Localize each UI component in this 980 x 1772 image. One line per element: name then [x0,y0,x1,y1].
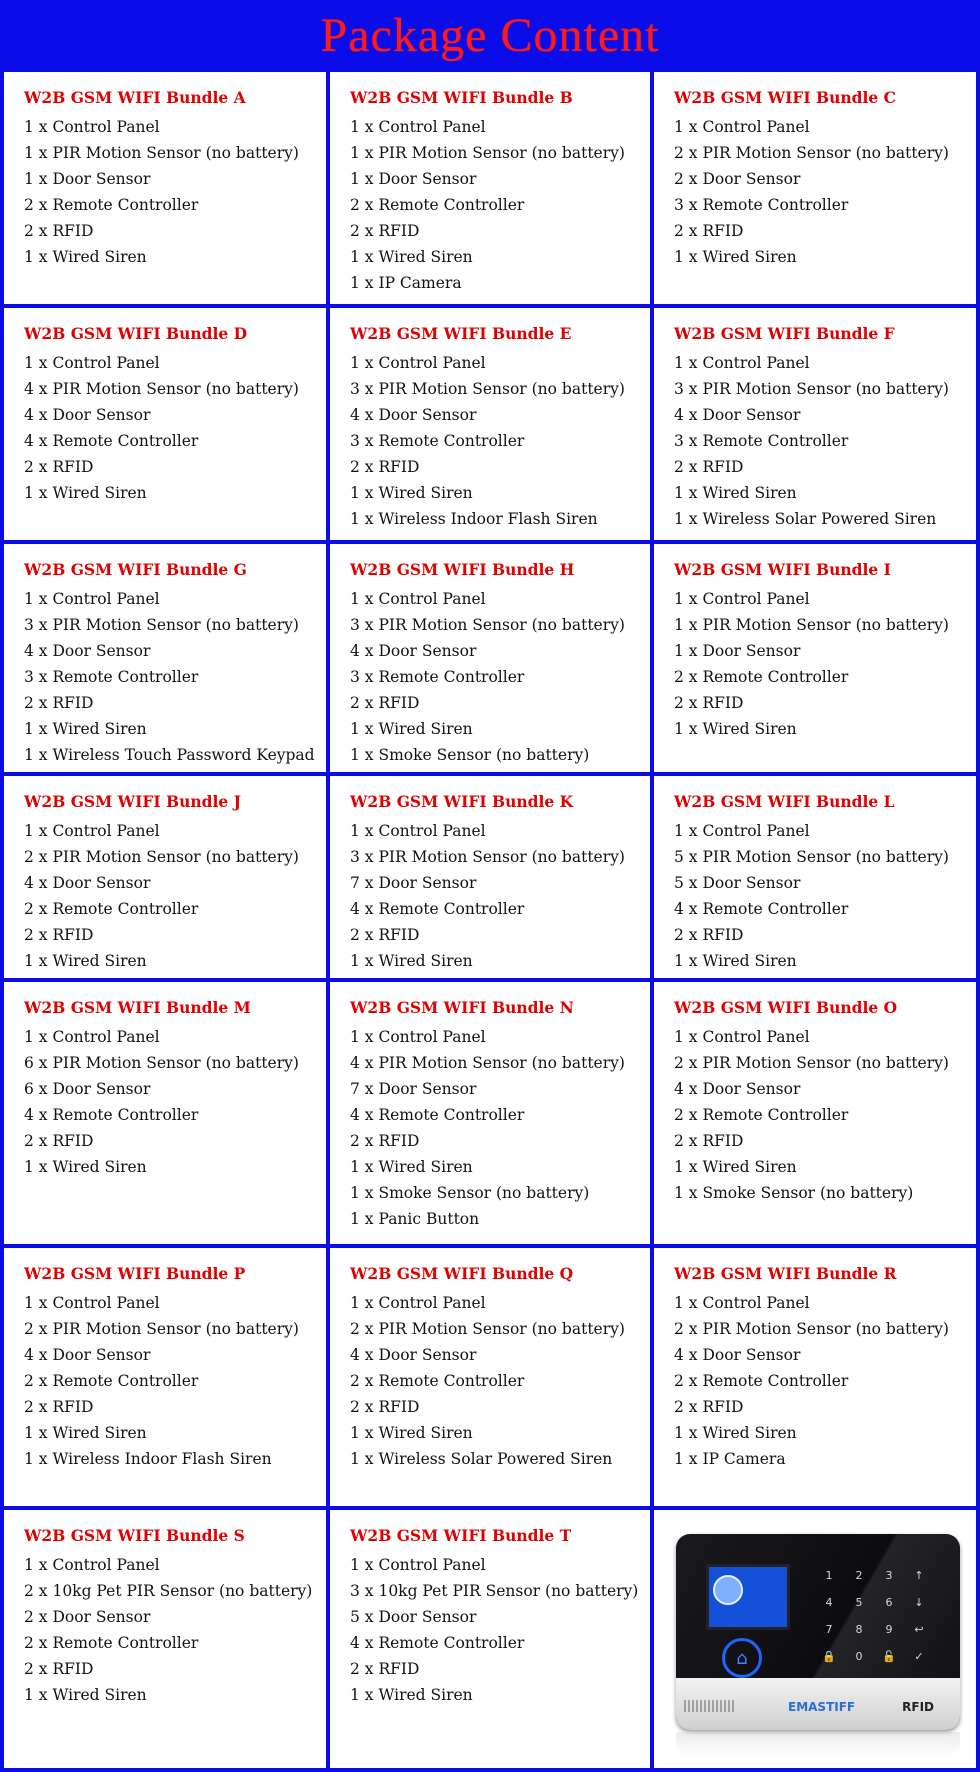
bundle-item: 1 x Control Panel [674,1294,810,1312]
bundle-item: 1 x Smoke Sensor (no battery) [350,746,590,764]
bundle-item: 2 x RFID [674,926,744,944]
bundle-item: 4 x Door Sensor [24,874,151,892]
bundle-item: 1 x Wired Siren [350,1424,473,1442]
bundle-item: 6 x Door Sensor [24,1080,151,1098]
bundle-item: 2 x RFID [24,1132,94,1150]
keypad-key: ↩ [914,1623,924,1636]
bundle-item: 1 x Wired Siren [674,952,797,970]
bundle-card [326,978,650,1244]
bundle-item: 1 x Control Panel [350,354,486,372]
bundle-card [0,540,326,772]
bundle-item: 1 x Wired Siren [350,248,473,266]
bundle-title: W2B GSM WIFI Bundle B [350,88,573,107]
bundle-title: W2B GSM WIFI Bundle F [674,324,895,343]
bundle-item: 1 x Wired Siren [350,1158,473,1176]
bundle-item: 1 x Control Panel [674,822,810,840]
bundle-item: 1 x Wireless Touch Password Keypad [24,746,315,764]
control-panel-image [676,1534,960,1730]
bundle-item: 2 x RFID [24,694,94,712]
bundle-item: 2 x Door Sensor [24,1608,151,1626]
bundle-item: 1 x Wired Siren [674,248,797,266]
panel-reflection [676,1732,960,1756]
keypad-key: 4 [825,1596,833,1609]
home-icon: ⌂ [722,1638,762,1678]
bundle-card [650,68,980,304]
bundle-item: 4 x Remote Controller [24,432,199,450]
bundle-item: 1 x Control Panel [24,354,160,372]
bundle-item: 5 x PIR Motion Sensor (no battery) [674,848,949,866]
bundle-item: 2 x Remote Controller [24,196,199,214]
bundle-item: 3 x Remote Controller [350,432,525,450]
bundle-item: 1 x PIR Motion Sensor (no battery) [674,616,949,634]
bundle-item: 2 x Remote Controller [24,900,199,918]
bundle-item: 2 x PIR Motion Sensor (no battery) [350,1320,625,1338]
keypad-key: ↑ [914,1569,924,1582]
bundle-item: 1 x Wired Siren [674,720,797,738]
bundle-card [650,304,980,540]
bundle-item: 3 x Remote Controller [24,668,199,686]
bundle-item: 2 x Remote Controller [674,1106,849,1124]
bundle-item: 2 x RFID [24,1660,94,1678]
bundle-title: W2B GSM WIFI Bundle S [24,1526,245,1545]
bundle-item: 2 x RFID [350,458,420,476]
bundle-item: 1 x Wired Siren [24,248,147,266]
bundle-item: 2 x RFID [24,458,94,476]
bundle-item: 1 x IP Camera [674,1450,786,1468]
product-image-cell [650,1506,980,1772]
bundle-title: W2B GSM WIFI Bundle T [350,1526,572,1545]
bundle-item: 1 x Wired Siren [24,1424,147,1442]
bundle-item: 1 x Control Panel [24,1028,160,1046]
bundle-item: 2 x RFID [674,1132,744,1150]
bundle-item: 1 x Control Panel [350,590,486,608]
bundle-item: 1 x IP Camera [350,274,462,292]
bundle-title: W2B GSM WIFI Bundle G [24,560,247,579]
bundle-item: 5 x Door Sensor [674,874,801,892]
bundle-item: 2 x RFID [674,458,744,476]
bundle-title: W2B GSM WIFI Bundle R [674,1264,897,1283]
bundle-item: 1 x PIR Motion Sensor (no battery) [350,144,625,162]
bundle-item: 4 x Door Sensor [674,1346,801,1364]
panel-base [676,1678,960,1730]
bundle-item: 1 x Control Panel [674,354,810,372]
bundle-title: W2B GSM WIFI Bundle M [24,998,251,1017]
bundle-card [0,978,326,1244]
bundle-item: 1 x Panic Button [350,1210,480,1228]
bundle-item: 2 x Remote Controller [674,1372,849,1390]
bundle-item: 1 x Control Panel [350,118,486,136]
bundle-item: 6 x PIR Motion Sensor (no battery) [24,1054,299,1072]
bundle-item: 1 x Wired Siren [24,1158,147,1176]
bundle-item: 1 x Control Panel [24,822,160,840]
bundle-card [0,1244,326,1506]
bundle-item: 5 x Door Sensor [350,1608,477,1626]
bundle-item: 4 x PIR Motion Sensor (no battery) [24,380,299,398]
clock-icon [713,1575,743,1605]
bundle-title: W2B GSM WIFI Bundle E [350,324,572,343]
keypad-key: 🔒 [822,1650,836,1663]
bundle-item: 4 x Door Sensor [674,406,801,424]
rfid-logo: RFID [902,1700,934,1714]
bundle-card [326,304,650,540]
bundle-item: 2 x RFID [350,1132,420,1150]
keypad-key: 6 [885,1596,893,1609]
bundle-item: 2 x PIR Motion Sensor (no battery) [24,848,299,866]
bundle-title: W2B GSM WIFI Bundle H [350,560,575,579]
page-title: Package Content [320,8,660,62]
bundle-item: 4 x Remote Controller [350,900,525,918]
bundle-card [326,772,650,978]
bundle-item: 1 x Control Panel [350,822,486,840]
bundle-item: 1 x Control Panel [24,1556,160,1574]
keypad-key: 🔓 [882,1650,896,1663]
bundle-item: 2 x Remote Controller [350,196,525,214]
bundle-item: 3 x Remote Controller [350,668,525,686]
panel-screen [706,1564,790,1630]
bundle-title: W2B GSM WIFI Bundle N [350,998,574,1017]
bundle-item: 2 x PIR Motion Sensor (no battery) [674,1320,949,1338]
keypad-key: 2 [855,1569,863,1582]
keypad-key: ↓ [914,1596,924,1609]
bundle-item: 1 x Control Panel [350,1294,486,1312]
bundle-item: 4 x Door Sensor [674,1080,801,1098]
bundle-card [0,772,326,978]
keypad-key: ✓ [914,1650,924,1663]
bundle-item: 2 x Remote Controller [24,1634,199,1652]
bundle-item: 2 x RFID [350,222,420,240]
bundle-item: 7 x Door Sensor [350,874,477,892]
keypad-key: 7 [825,1623,833,1636]
bundle-item: 4 x PIR Motion Sensor (no battery) [350,1054,625,1072]
speaker-grille [684,1700,734,1712]
bundle-title: W2B GSM WIFI Bundle P [24,1264,246,1283]
bundle-card [326,68,650,304]
bundle-title: W2B GSM WIFI Bundle I [674,560,891,579]
bundle-item: 2 x RFID [24,1398,94,1416]
bundle-item: 4 x Door Sensor [24,406,151,424]
bundle-title: W2B GSM WIFI Bundle Q [350,1264,574,1283]
bundle-item: 3 x PIR Motion Sensor (no battery) [350,848,625,866]
keypad [814,1562,934,1670]
bundle-item: 1 x Control Panel [350,1556,486,1574]
bundle-item: 3 x PIR Motion Sensor (no battery) [674,380,949,398]
bundle-item: 1 x PIR Motion Sensor (no battery) [24,144,299,162]
bundle-item: 2 x Remote Controller [674,668,849,686]
bundle-item: 1 x Door Sensor [350,170,477,188]
bundle-item: 2 x RFID [350,1660,420,1678]
bundle-item: 3 x PIR Motion Sensor (no battery) [350,380,625,398]
bundle-item: 1 x Control Panel [674,590,810,608]
bundle-item: 4 x Door Sensor [24,642,151,660]
bundle-item: 1 x Wireless Solar Powered Siren [350,1450,613,1468]
bundle-item: 2 x PIR Motion Sensor (no battery) [674,144,949,162]
bundle-item: 3 x PIR Motion Sensor (no battery) [24,616,299,634]
bundle-item: 1 x Smoke Sensor (no battery) [674,1184,914,1202]
bundle-item: 1 x Wired Siren [24,1686,147,1704]
bundle-item: 4 x Remote Controller [350,1634,525,1652]
bundle-item: 1 x Wired Siren [674,484,797,502]
bundle-title: W2B GSM WIFI Bundle D [24,324,248,343]
bundle-item: 2 x Remote Controller [24,1372,199,1390]
bundle-card [326,540,650,772]
bundle-card [650,978,980,1244]
bundle-item: 2 x RFID [674,1398,744,1416]
bundle-title: W2B GSM WIFI Bundle A [24,88,246,107]
bundle-card [650,772,980,978]
bundle-item: 1 x Wired Siren [350,952,473,970]
bundle-card [0,304,326,540]
keypad-key: 9 [885,1623,893,1636]
bundle-item: 1 x Control Panel [674,118,810,136]
bundle-card [650,540,980,772]
keypad-key: 3 [885,1569,893,1582]
bundle-item: 4 x Remote Controller [674,900,849,918]
bundle-item: 1 x Wired Siren [24,720,147,738]
bundle-item: 4 x Door Sensor [350,642,477,660]
bundle-item: 1 x Wireless Indoor Flash Siren [350,510,598,528]
bundle-item: 2 x RFID [350,926,420,944]
bundle-item: 2 x Door Sensor [674,170,801,188]
bundle-item: 1 x Control Panel [24,118,160,136]
bundle-grid [0,68,980,1772]
bundle-item: 2 x RFID [674,222,744,240]
bundle-title: W2B GSM WIFI Bundle O [674,998,898,1017]
bundle-item: 4 x Door Sensor [350,406,477,424]
bundle-title: W2B GSM WIFI Bundle C [674,88,896,107]
bundle-card [650,1244,980,1506]
bundle-item: 2 x PIR Motion Sensor (no battery) [674,1054,949,1072]
bundle-item: 4 x Remote Controller [350,1106,525,1124]
bundle-title: W2B GSM WIFI Bundle J [24,792,241,811]
keypad-key: 0 [855,1650,863,1663]
brand-logo: EMASTIFF [788,1700,856,1714]
bundle-item: 1 x Wired Siren [674,1158,797,1176]
bundle-card [0,68,326,304]
bundle-item: 4 x Door Sensor [350,1346,477,1364]
bundle-item: 4 x Door Sensor [24,1346,151,1364]
bundle-item: 1 x Door Sensor [24,170,151,188]
bundle-item: 1 x Wired Siren [24,952,147,970]
keypad-key: 1 [825,1569,833,1582]
bundle-item: 3 x PIR Motion Sensor (no battery) [350,616,625,634]
bundle-item: 2 x 10kg Pet PIR Sensor (no battery) [24,1582,313,1600]
bundle-item: 2 x RFID [24,222,94,240]
bundle-item: 3 x Remote Controller [674,196,849,214]
bundle-item: 3 x Remote Controller [674,432,849,450]
bundle-item: 1 x Control Panel [674,1028,810,1046]
bundle-item: 1 x Wired Siren [350,484,473,502]
bundle-card [0,1506,326,1772]
bundle-item: 1 x Wired Siren [350,1686,473,1704]
keypad-key: 8 [855,1623,863,1636]
bundle-item: 4 x Remote Controller [24,1106,199,1124]
bundle-item: 1 x Control Panel [24,590,160,608]
bundle-item: 1 x Control Panel [24,1294,160,1312]
bundle-item: 2 x PIR Motion Sensor (no battery) [24,1320,299,1338]
bundle-item: 7 x Door Sensor [350,1080,477,1098]
bundle-item: 2 x Remote Controller [350,1372,525,1390]
bundle-item: 1 x Smoke Sensor (no battery) [350,1184,590,1202]
bundle-item: 1 x Wired Siren [674,1424,797,1442]
bundle-item: 3 x 10kg Pet PIR Sensor (no battery) [350,1582,639,1600]
bundle-item: 1 x Wireless Solar Powered Siren [674,510,937,528]
bundle-item: 1 x Wireless Indoor Flash Siren [24,1450,272,1468]
bundle-item: 2 x RFID [350,1398,420,1416]
page-header [0,0,980,70]
bundle-title: W2B GSM WIFI Bundle L [674,792,895,811]
bundle-item: 2 x RFID [674,694,744,712]
bundle-item: 1 x Wired Siren [350,720,473,738]
bundle-item: 1 x Wired Siren [24,484,147,502]
bundle-item: 2 x RFID [350,694,420,712]
bundle-title: W2B GSM WIFI Bundle K [350,792,574,811]
keypad-key: 5 [855,1596,863,1609]
bundle-card [326,1244,650,1506]
bundle-item: 2 x RFID [24,926,94,944]
bundle-item: 1 x Control Panel [350,1028,486,1046]
bundle-item: 1 x Door Sensor [674,642,801,660]
bundle-card [326,1506,650,1772]
